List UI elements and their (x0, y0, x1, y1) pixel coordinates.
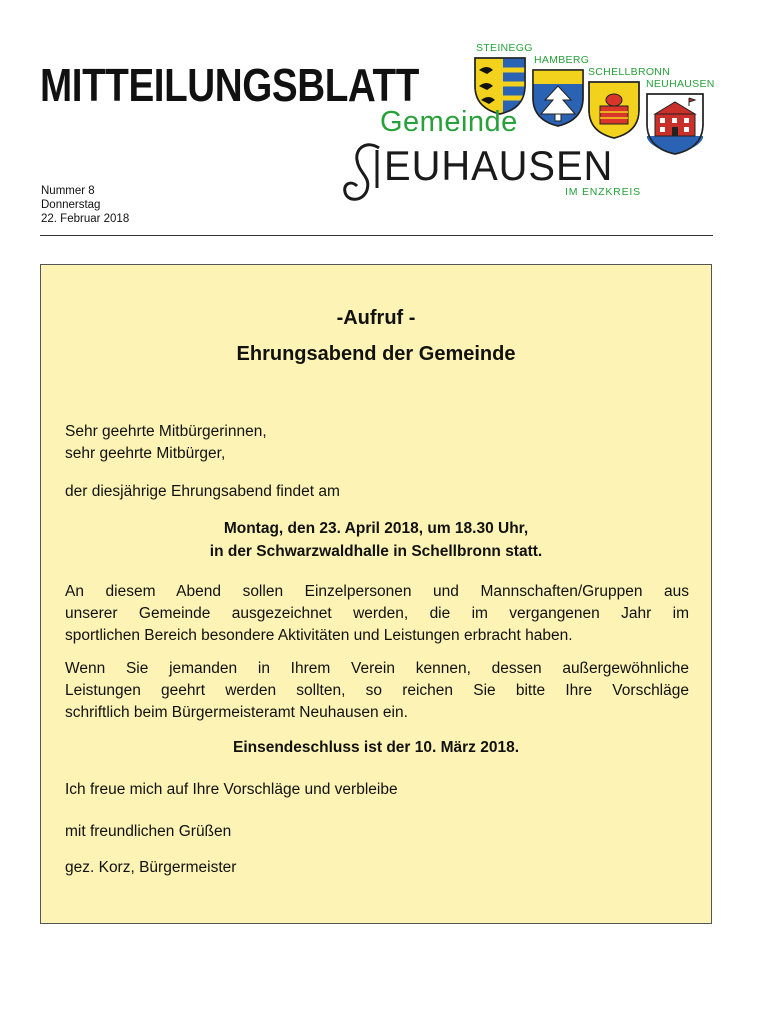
newsletter-title: MITTEILUNGSBLATT (40, 59, 419, 111)
region-label: IM ENZKREIS (565, 186, 641, 198)
issue-info (41, 184, 129, 226)
gemeinde-label: Gemeinde (380, 106, 518, 138)
greeting (65, 421, 689, 465)
village-label-schellbronn: SCHELLBRONN (588, 66, 671, 78)
header-divider (40, 235, 713, 236)
village-label-steinegg: STEINEGG (476, 42, 533, 54)
paragraph-line: schriftlich beim Bürgermeisteramt Neuhausen ein. (65, 704, 408, 721)
event-date-line: Montag, den 23. April 2018, um 18.30 Uhr, (223, 520, 529, 537)
paragraph-line: unserer Gemeinde ausgezeichnet werden, die im vergangenen Jahr im (65, 605, 689, 622)
closing-text: Ich freue mich auf Ihre Vorschläge und verbleibe (65, 781, 398, 798)
notice-subheading: Ehrungsabend der Gemeinde (236, 343, 516, 365)
neuhausen-crest-icon (645, 92, 705, 156)
greeting-line: Sehr geehrte Mitbürgerinnen, (65, 423, 267, 440)
schellbronn-crest-icon (587, 80, 641, 140)
hamberg-crest-icon (531, 68, 585, 128)
paragraph-nomination (65, 658, 689, 724)
event-location-line: in der Schwarzwaldhalle in Schellbronn statt. (209, 543, 543, 560)
issue-number: Nummer 8 (41, 185, 95, 197)
notice-box (40, 264, 712, 924)
paragraph-line: Leistungen geehrt werden sollten, so reichen Sie bitte Ihre Vorschläge (65, 682, 689, 699)
intro-text: der diesjährige Ehrungsabend findet am (65, 483, 340, 500)
issue-date: 22. Februar 2018 (41, 213, 130, 225)
signature: gez. Korz, Bürgermeister (65, 859, 237, 876)
paragraph-line: An diesem Abend sollen Einzelpersonen und Mannschaften/Gruppen aus (65, 583, 689, 600)
notice-heading: -Aufruf - (336, 307, 416, 329)
paragraph-line: sportlichen Bereich besondere Aktivitäten und Leistungen erbracht haben. (65, 627, 573, 644)
village-label-hamberg: HAMBERG (534, 54, 590, 66)
greeting-line: sehr geehrte Mitbürger, (65, 445, 226, 462)
deadline-text: Einsendeschluss ist der 10. März 2018. (232, 739, 520, 756)
paragraph-purpose (65, 581, 689, 647)
greeting-closing: mit freundlichen Grüßen (65, 823, 232, 840)
issue-weekday: Donnerstag (41, 199, 101, 211)
village-label-neuhausen: NEUHAUSEN (646, 78, 715, 90)
municipality-name: EUHAUSEN (384, 142, 614, 189)
paragraph-line: Wenn Sie jemanden in Ihrem Verein kennen, dessen außergewöhnliche (65, 660, 689, 677)
